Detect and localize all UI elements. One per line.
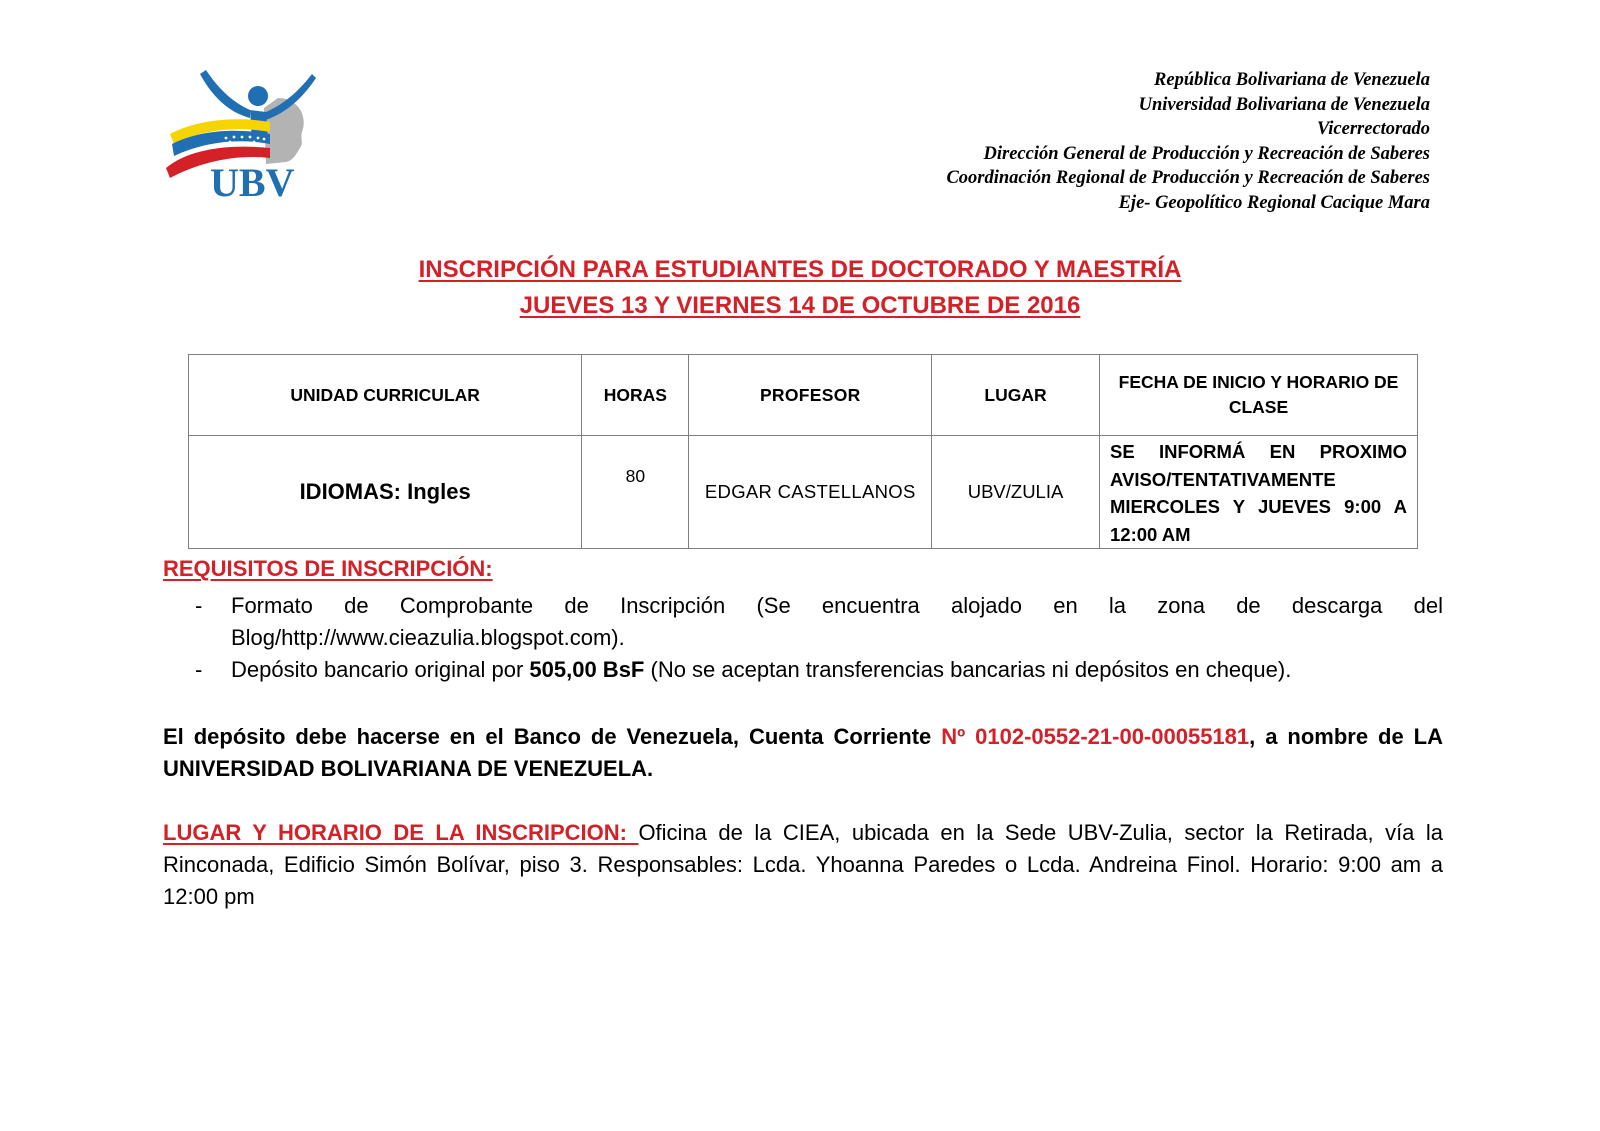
cell-place: UBV/ZULIA xyxy=(932,436,1100,549)
cell-unit-name: Ingles xyxy=(401,479,471,504)
requirement-format: Formato de Comprobante de Inscripción (Se encuentra alojado en la zona de descarga del Blog/http://www.cieazulia.blogspot.com). xyxy=(231,593,1443,650)
bullet-dash: - xyxy=(195,593,203,618)
header-line-university: Universidad Bolivariana de Venezuela xyxy=(1138,94,1430,115)
cell-hours: 80 xyxy=(582,436,689,549)
cell-unit-prefix: IDIOMAS: xyxy=(299,479,402,504)
page-subtitle-date: JUEVES 13 Y VIERNES 14 DE OCTUBRE DE 2016 xyxy=(519,292,1081,319)
deposit-instructions xyxy=(163,721,1443,785)
registration-place xyxy=(163,817,1443,913)
col-header-schedule: FECHA DE INICIO Y HORARIO DE CLASE xyxy=(1100,355,1418,436)
ubv-logo-graphic xyxy=(166,68,316,200)
requirement-deposit-amount: 505,00 BsF xyxy=(529,657,645,682)
requirements-list xyxy=(163,590,1443,686)
requirements-title: REQUISITOS DE INSCRIPCIÓN: xyxy=(163,556,493,581)
col-header-unit: UNIDAD CURRICULAR xyxy=(189,355,582,436)
requirement-deposit-post: (No se aceptan transferencias bancarias ni depósitos en cheque). xyxy=(644,657,1292,682)
registration-place-text: Oficina de la CIEA, ubicada en la Sede UBV-Zulia, sector la Retirada, vía la Rinconada, Edificio Simón Bolívar, piso 3. Responsables: Lcda. Yhoanna Paredes o Lcda. Andreina Finol. Horario: 9:00 am a 12:00 pm xyxy=(163,820,1444,909)
table-header-row xyxy=(189,355,1418,436)
courses-table xyxy=(188,354,1418,549)
logo-figure-head xyxy=(248,86,268,106)
header-line-vicerrectorado: Vicerrectorado xyxy=(1316,119,1430,140)
logo-text: UBV xyxy=(210,160,295,200)
header-line-republic: República Bolivariana de Venezuela xyxy=(1154,70,1430,90)
header-line-coordinacion: Coordinación Regional de Producción y Recreación de Saberes xyxy=(946,168,1430,189)
institution-header xyxy=(730,68,1430,216)
page-title: INSCRIPCIÓN PARA ESTUDIANTES DE DOCTORADO Y MAESTRÍA xyxy=(418,256,1182,283)
header-line-eje: Eje- Geopolítico Regional Cacique Mara xyxy=(1118,192,1430,213)
cell-professor: EDGAR CASTELLANOS xyxy=(689,436,932,549)
header-line-direccion: Dirección General de Producción y Recreación de Saberes xyxy=(983,143,1430,164)
col-header-place: LUGAR xyxy=(932,355,1100,436)
cell-unit xyxy=(189,436,582,549)
bullet-dash: - xyxy=(195,657,203,682)
deposit-text-pre: El depósito debe hacerse en el Banco de Venezuela, Cuenta Corriente xyxy=(163,724,942,749)
deposit-text-post: , a nombre de LA UNIVERSIDAD BOLIVARIANA DE VENEZUELA. xyxy=(163,724,1443,781)
table-row xyxy=(189,436,1418,549)
col-header-hours: HORAS xyxy=(582,355,689,436)
list-item xyxy=(163,590,1443,654)
cell-schedule: SE INFORMÁ EN PROXIMO AVISO/TENTATIVAMENTE MIERCOLES Y JUEVES 9:00 A 12:00 AM xyxy=(1100,436,1418,549)
deposit-account-number: Nº 0102-0552-21-00-00055181 xyxy=(941,724,1250,749)
logo-figure-arms xyxy=(200,70,250,118)
list-item xyxy=(163,654,1443,686)
col-header-professor: PROFESOR xyxy=(689,355,932,436)
ubv-logo xyxy=(166,68,316,200)
registration-place-label: LUGAR Y HORARIO DE LA INSCRIPCION: xyxy=(163,820,639,845)
requirement-deposit-pre: Depósito bancario original por xyxy=(231,657,530,682)
